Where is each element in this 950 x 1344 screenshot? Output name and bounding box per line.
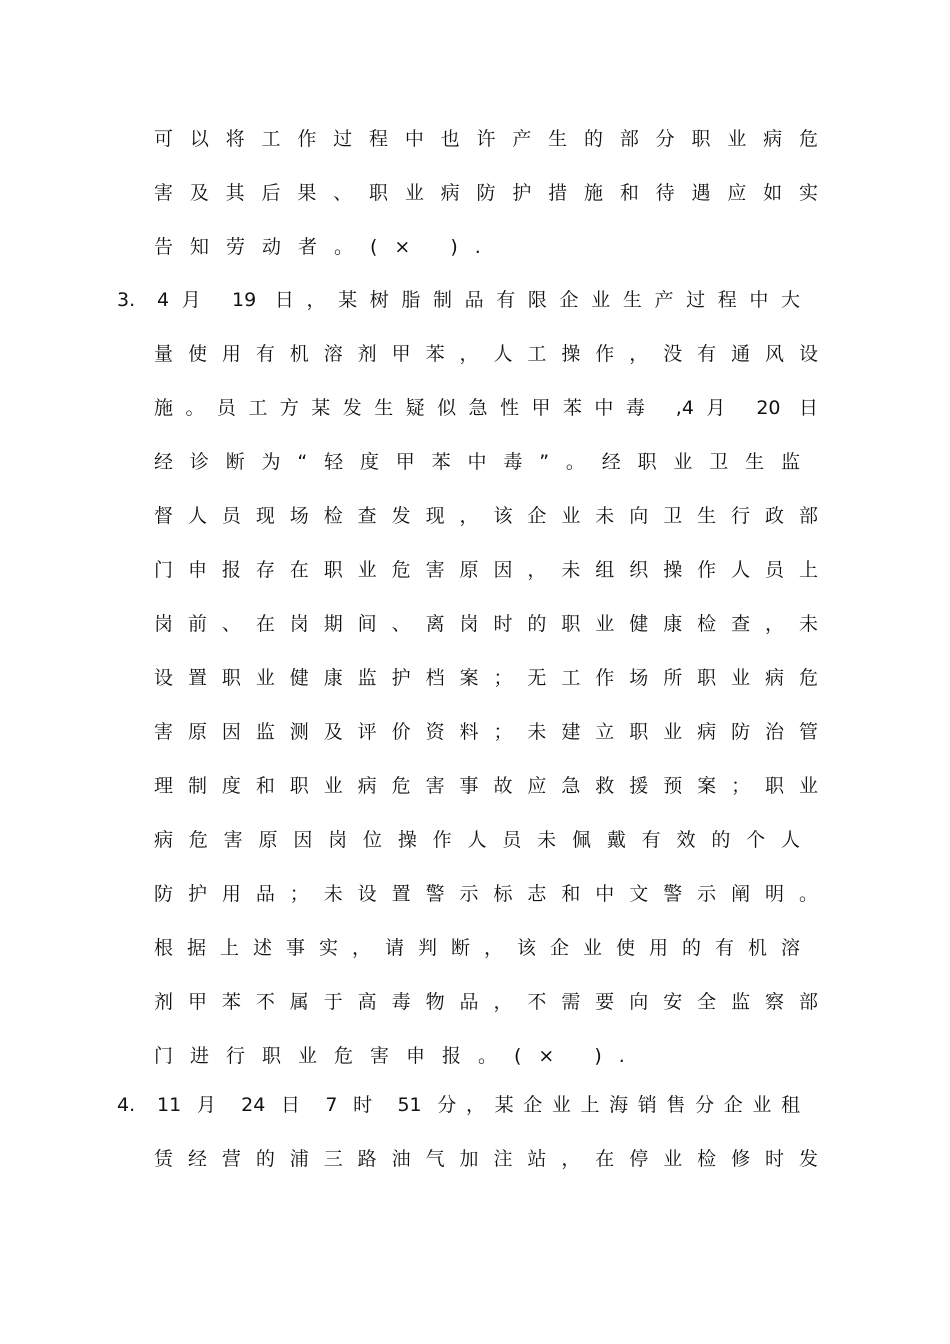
text-line: 岗前、在岗期间、离岗时的职业健康检查，未	[154, 613, 818, 635]
text-line: 门进行职业危害申报。(× ).	[154, 1045, 642, 1067]
text-line: 经诊断为“轻度甲苯中毒”。经职业卫生监	[154, 451, 800, 473]
text-line: 剂甲苯不属于高毒物品，不需要向安全监察部	[154, 991, 818, 1013]
text-line: 告知劳动者。(× ).	[154, 236, 498, 258]
item-number: 3.	[117, 289, 136, 311]
text-line: 害及其后果、职业病防护措施和待遇应如实	[154, 182, 818, 204]
text-line: 量使用有机溶剂甲苯，人工操作，没有通风设	[154, 343, 818, 365]
text-line: 4月 19 日，某树脂制品有限企业生产过程中大	[157, 289, 800, 311]
text-line: 根据上述事实，请判断，该企业使用的有机溶	[154, 937, 800, 959]
text-line: 防护用品；未设置警示标志和中文警示阐明。	[154, 883, 818, 905]
text-line: 理制度和职业病危害事故应急救援预案；职业	[154, 775, 818, 797]
text-line: 施。员工方某发生疑似急性甲苯中毒 ,4月 20 日	[154, 397, 818, 419]
text-line: 赁经营的浦三路油气加注站，在停业检修时发	[154, 1148, 818, 1170]
text-line: 可以将工作过程中也许产生的部分职业病危	[154, 128, 818, 150]
text-line: 11 月 24 日 7 时 51 分，某企业上海销售分企业租	[157, 1094, 800, 1116]
text-line: 督人员现场检查发现，该企业未向卫生行政部	[154, 505, 818, 527]
item-number: 4.	[117, 1094, 136, 1116]
text-line: 门申报存在职业危害原因，未组织操作人员上	[154, 559, 818, 581]
text-line: 病危害原因岗位操作人员未佩戴有效的个人	[154, 829, 800, 851]
text-line: 害原因监测及评价资料；未建立职业病防治管	[154, 721, 818, 743]
text-line: 设置职业健康监护档案；无工作场所职业病危	[154, 667, 818, 689]
